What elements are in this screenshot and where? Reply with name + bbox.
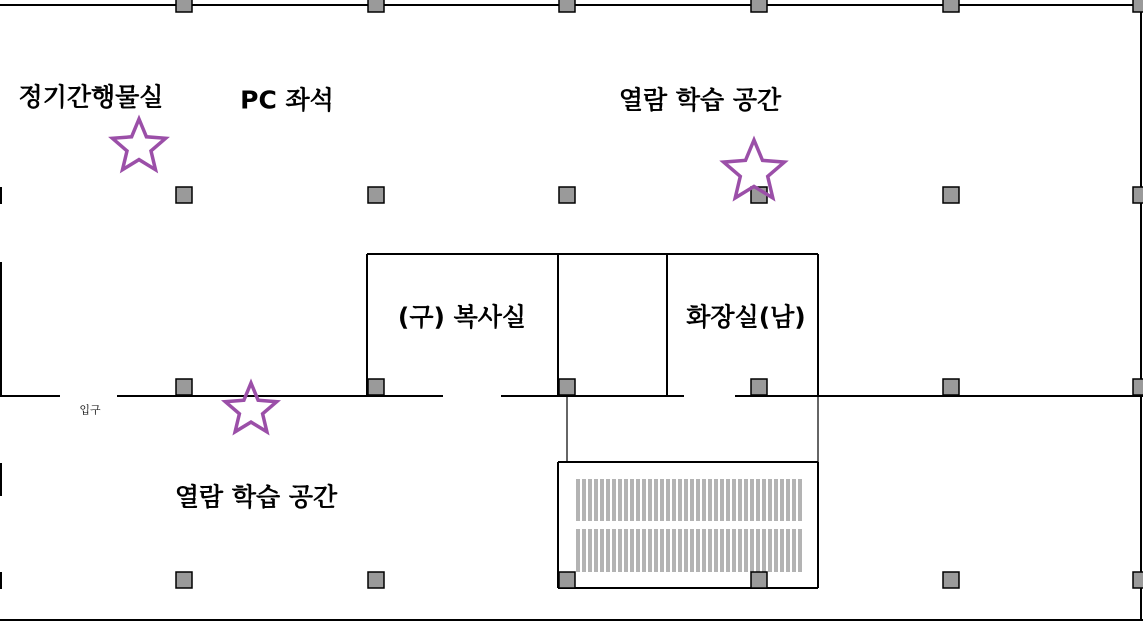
stair-step (576, 479, 580, 521)
stair-step (642, 529, 646, 572)
stair-step (780, 529, 784, 572)
stair-step (660, 529, 664, 572)
pillar (559, 0, 575, 12)
stair-step (606, 479, 610, 521)
stair-flight (576, 479, 802, 521)
stair-step (786, 479, 790, 521)
pillar (751, 0, 767, 12)
stair-step (726, 529, 730, 572)
stair-step (588, 529, 592, 572)
stair-step (774, 529, 778, 572)
stair-step (690, 479, 694, 521)
stair-step (762, 529, 766, 572)
stair-step (696, 529, 700, 572)
open-study-bottom-label: 열람 학습 공간 (174, 482, 338, 512)
stair-step (738, 529, 742, 572)
stair-step (600, 479, 604, 521)
pillar (1133, 379, 1143, 395)
stair-step (684, 529, 688, 572)
pillar (559, 572, 575, 588)
stair-step (636, 479, 640, 521)
stair-step (798, 479, 802, 521)
pillar (559, 379, 575, 395)
stair-step (600, 529, 604, 572)
stair-step (708, 479, 712, 521)
pillar (1133, 572, 1143, 588)
stair-step (666, 479, 670, 521)
stair-step (594, 479, 598, 521)
pillar (368, 0, 384, 12)
stair-step (690, 529, 694, 572)
pillar (368, 379, 384, 395)
stair-step (582, 479, 586, 521)
stair-step (624, 529, 628, 572)
stair-step (648, 529, 652, 572)
stair-step (678, 529, 682, 572)
stair-step (744, 479, 748, 521)
stair-step (762, 479, 766, 521)
stair-step (702, 529, 706, 572)
interior-walls (0, 254, 1143, 588)
pillar (751, 572, 767, 588)
open-study-top-label: 열람 학습 공간 (618, 85, 782, 115)
pillar (943, 572, 959, 588)
stair-step (672, 479, 676, 521)
pc-seats-label: PC 좌석 (240, 85, 334, 115)
stair-step (588, 479, 592, 521)
stair-step (702, 479, 706, 521)
stair-step (714, 479, 718, 521)
stair-step (768, 479, 772, 521)
pillar (1133, 0, 1143, 12)
stair-step (618, 479, 622, 521)
stair-step (660, 479, 664, 521)
stair-step (624, 479, 628, 521)
location-markers (112, 119, 784, 432)
stair-step (750, 529, 754, 572)
stairs (576, 479, 802, 572)
outer-walls (0, 5, 1143, 620)
stair-step (612, 479, 616, 521)
stair-step (726, 479, 730, 521)
entrance-label: 입구 (79, 403, 101, 417)
pillar (176, 187, 192, 203)
pillar (1133, 187, 1143, 203)
stair-step (612, 529, 616, 572)
stair-step (756, 479, 760, 521)
stair-step (684, 479, 688, 521)
pillar (943, 187, 959, 203)
stair-step (744, 529, 748, 572)
stair-step (732, 529, 736, 572)
stair-step (636, 529, 640, 572)
stair-step (630, 529, 634, 572)
pillar (176, 572, 192, 588)
restroom-men-label: 화장실(남) (686, 302, 806, 332)
stair-step (666, 529, 670, 572)
stair-step (708, 529, 712, 572)
stair-step (576, 529, 580, 572)
stair-step (678, 479, 682, 521)
stair-step (642, 479, 646, 521)
stair-step (594, 529, 598, 572)
stair-step (582, 529, 586, 572)
stair-step (714, 529, 718, 572)
old-copy-room-label: (구) 복사실 (397, 302, 527, 332)
stair-step (750, 479, 754, 521)
stair-step (696, 479, 700, 521)
stair-flight (576, 529, 802, 572)
pillar (943, 0, 959, 12)
stair-step (738, 479, 742, 521)
pillar (751, 379, 767, 395)
stair-step (720, 479, 724, 521)
pillar (368, 572, 384, 588)
stair-step (672, 529, 676, 572)
stair-step (780, 479, 784, 521)
pillar (559, 187, 575, 203)
stair-step (792, 529, 796, 572)
stair-step (720, 529, 724, 572)
stair-step (786, 529, 790, 572)
stair-step (792, 479, 796, 521)
pillar (176, 379, 192, 395)
stair-step (630, 479, 634, 521)
stair-step (654, 529, 658, 572)
pillar (368, 187, 384, 203)
stair-step (654, 479, 658, 521)
stair-step (732, 479, 736, 521)
periodicals-room-label: 정기간행물실 (18, 82, 164, 112)
pillar (176, 0, 192, 12)
stair-step (756, 529, 760, 572)
stair-step (648, 479, 652, 521)
pillar (943, 379, 959, 395)
stair-step (768, 529, 772, 572)
stair-step (798, 529, 802, 572)
stair-step (606, 529, 610, 572)
stair-step (618, 529, 622, 572)
stair-step (774, 479, 778, 521)
star-icon (112, 119, 165, 170)
star-icon (225, 383, 276, 432)
